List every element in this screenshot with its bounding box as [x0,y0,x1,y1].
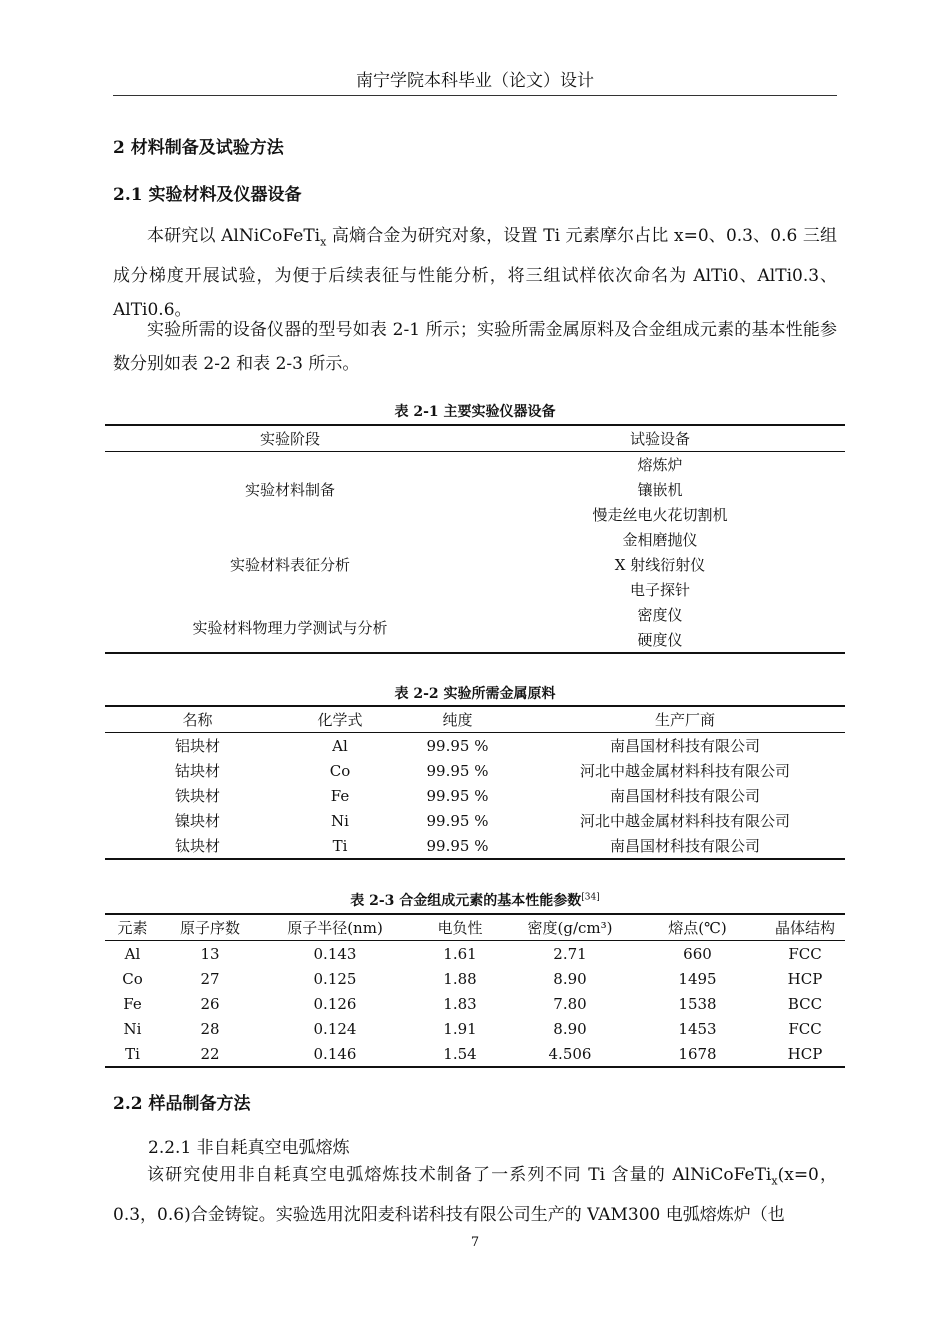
equipment-cell: 金相磨抛仪 [622,531,698,549]
table-cell: Ti [332,836,348,855]
table-cell: 22 [200,1044,220,1063]
equipment-cell: 慢走丝电火花切割机 [592,506,728,524]
table-2-3 [105,913,845,1068]
table-cell: 1.61 [443,944,477,963]
table-row [105,991,845,1016]
table-header-cell: 电负性 [410,914,510,941]
table-cell: 660 [683,944,712,963]
equipment-cell: 密度仪 [637,606,683,624]
section-heading-2: 2 材料制备及试验方法 [113,138,284,158]
table-cell: Al [332,736,348,755]
table-row [105,452,845,478]
table-row [105,783,845,808]
table-cell: Ni [331,811,349,830]
table-cell: 0.146 [313,1044,357,1063]
table-cell: 铁块材 [174,787,220,805]
table-row [105,808,845,833]
table-header-cell: 名称 [105,706,290,733]
table-cell: 99.95 % [426,736,489,755]
table-cell: 99.95 % [426,786,489,805]
equipment-cell: 镶嵌机 [637,481,683,499]
table-header-cell: 试验设备 [475,425,845,452]
table-cell: 1495 [678,969,717,988]
table-cell: Ni [123,1019,142,1038]
table-cell: 7.80 [553,994,587,1013]
table-header-cell: 晶体结构 [765,914,845,941]
table-cell: 0.125 [313,969,357,988]
table-cell: 1453 [678,1019,717,1038]
table-row [105,966,845,991]
table-cell: 0.124 [313,1019,357,1038]
table-cell: 1.83 [443,994,477,1013]
paragraph-1: 本研究以 AlNiCoFeTi$_x$ 高熵合金为研究对象，设置 Ti 元素摩尔占比 x=0、0.3、0.6 三组成分梯度开展试验，为便于后续表征与性能分析，将三组试样依次命名为 AlTi0、AlTi0.3、AlTi0.6。 [113,226,838,321]
table-cell: 钛块材 [174,837,220,855]
table-row [105,1041,845,1067]
section-heading-2-1: 2.1 实验材料及仪器设备 [113,185,302,205]
table-cell: 2.71 [553,944,587,963]
table-cell: 河北中越金属材料科技有限公司 [579,762,790,780]
page-number: 7 [470,1235,480,1250]
section-heading-2-2: 2.2 样品制备方法 [113,1094,251,1114]
citation-ref: [34] [581,892,600,903]
table-cell: Al [124,944,141,963]
table-cell: 4.506 [548,1044,592,1063]
table-cell: 南昌国材科技有限公司 [609,787,760,805]
equipment-cell: 硬度仪 [637,631,683,649]
table-cell: BCC [787,994,823,1013]
table-row [105,527,845,552]
table-cell: 1678 [678,1044,717,1063]
paragraph-2: 实验所需的设备仪器的型号如表 2-1 所示；实验所需金属原料及合金组成元素的基本性能参数分别如表 2-2 和表 2-3 所示。 [113,320,837,374]
equipment-cell: 熔炼炉 [637,456,683,474]
table-row [105,733,845,759]
table-cell: 0.143 [313,944,357,963]
table-header-cell: 实验阶段 [105,425,475,452]
table-header-cell: 元素 [105,914,160,941]
table-header-cell: 化学式 [290,706,390,733]
table-cell: HCP [787,1044,823,1063]
section-heading-2-2-1: 2.2.1 非自耗真空电弧熔炼 [148,1138,350,1158]
stage-cell: 实验材料制备 [244,481,335,499]
table-cell: Co [122,969,143,988]
table-row [105,602,845,627]
table-header-cell: 熔点(℃) [630,914,765,941]
table-2-2 [105,705,845,860]
table-header-cell: 密度(g/cm³) [510,914,630,941]
table-cell: 1.54 [443,1044,477,1063]
table-cell: 1.91 [443,1019,477,1038]
stage-cell: 实验材料物理力学测试与分析 [192,618,388,637]
table-cell: 1538 [678,994,717,1013]
table-cell: 99.95 % [426,761,489,780]
table-cell: 99.95 % [426,836,489,855]
table-cell: 26 [200,994,220,1013]
table-cell: 27 [200,969,220,988]
table-cell: 13 [200,944,220,963]
table-2-1-caption: 表 2-1 主要实验仪器设备 [394,404,556,420]
stage-cell: 实验材料表征分析 [229,556,350,574]
table-header-cell: 原子半径(nm) [260,914,410,941]
table-cell: Co [329,761,351,780]
table-cell: Ti [125,1044,140,1063]
table-cell: HCP [787,969,823,988]
table-cell: 铝块材 [174,737,220,755]
table-cell: 南昌国材科技有限公司 [609,737,760,755]
table-cell: 河北中越金属材料科技有限公司 [579,812,790,830]
equipment-cell: 电子探针 [629,581,690,599]
table-row [105,1016,845,1041]
table-cell: 8.90 [553,969,587,988]
table-cell: 99.95 % [426,811,489,830]
table-cell: 镍块材 [174,812,220,830]
table-cell: Fe [330,786,350,805]
table-2-1 [105,424,845,654]
table-cell: 1.88 [443,969,477,988]
table-cell: FCC [788,944,822,963]
table-2-2-caption: 表 2-2 实验所需金属原料 [394,686,556,702]
table-cell: 8.90 [553,1019,587,1038]
table-cell: 28 [200,1019,220,1038]
table-cell: Fe [123,994,142,1013]
table-2-3-caption: 表 2-3 合金组成元素的基本性能参数[34] [350,892,600,909]
equipment-cell: X 射线衍射仪 [614,556,706,574]
table-cell: FCC [788,1019,822,1038]
table-cell: 0.126 [313,994,357,1013]
table-row [105,833,845,859]
table-row [105,758,845,783]
table-header-cell: 原子序数 [160,914,260,941]
table-row [105,941,845,967]
page-header: 南宁学院本科毕业（论文）设计 [113,70,837,96]
table-cell: 南昌国材科技有限公司 [609,837,760,855]
table-header-cell: 生产厂商 [525,706,845,733]
paragraph-3: 该研究使用非自耗真空电弧熔炼技术制备了一系列不同 Ti 含量的 AlNiCoFeTi$_x$(x=0，0.3，0.6)合金铸锭。实验选用沈阳麦科诺科技有限公司生产的 VAM300 电弧熔炼炉（也 [113,1165,837,1226]
table-cell: 钴块材 [174,762,220,780]
table-header-cell: 纯度 [390,706,525,733]
